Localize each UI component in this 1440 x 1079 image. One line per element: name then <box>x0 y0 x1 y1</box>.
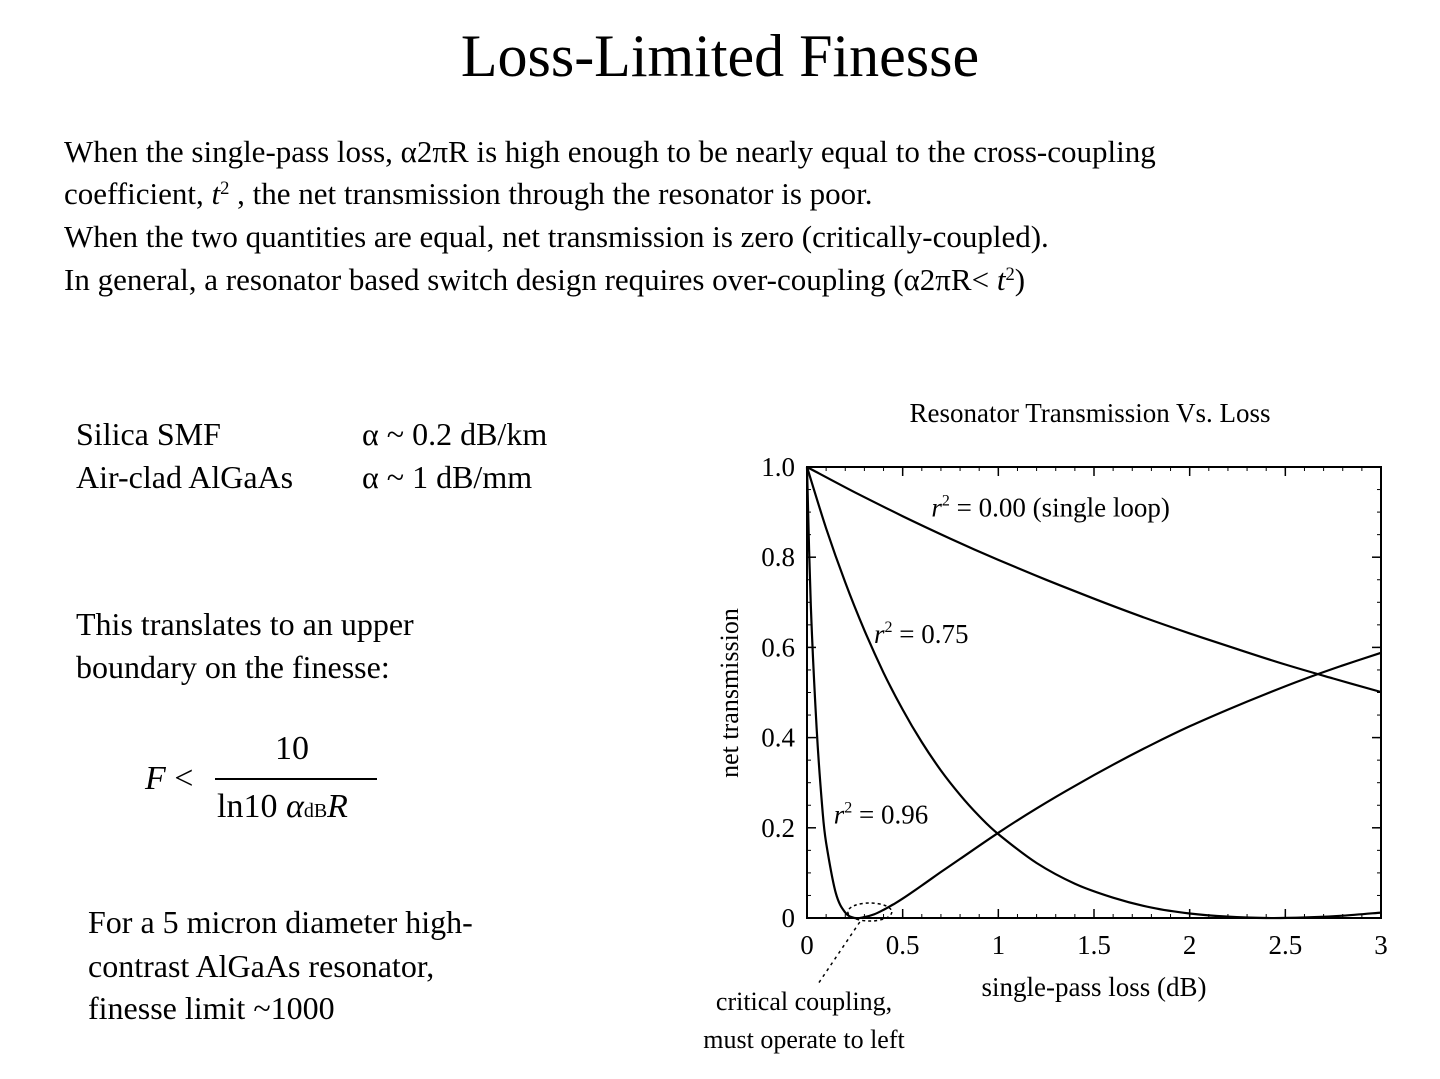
overcoupling-variable: t <box>996 262 1006 297</box>
annotation-line-2: must operate to left <box>703 1025 905 1054</box>
y-tick-label: 0.8 <box>761 542 795 573</box>
conclusion-line-3: finesse limit ~1000 <box>88 990 335 1026</box>
annotation-line-1: critical coupling, <box>715 987 893 1016</box>
conclusion-line-1: For a 5 micron diameter high- <box>88 904 473 940</box>
y-tick-label: 0.4 <box>761 722 795 753</box>
denominator-alpha: α <box>285 788 304 825</box>
x-tick-label: 1.5 <box>1077 930 1111 960</box>
series-label-var: r <box>833 799 845 830</box>
y-tick-label: 0 <box>781 903 795 933</box>
material-loss-silica: α ~ 0.2 dB/km <box>362 416 548 452</box>
denominator-ln: ln10 <box>217 788 286 825</box>
x-axis-label: single-pass loss (dB) <box>981 972 1207 1002</box>
intro-line-1: When the single-pass loss, α2πR is high enough to be nearly equal to the cross-coupling <box>64 134 1156 169</box>
intro-line-2-text-b: , the net transmission through the resonator is poor. <box>229 176 873 211</box>
series-label-text: = 0.75 <box>892 618 969 649</box>
series-label-sup: 2 <box>844 799 853 817</box>
y-axis-label: net transmission <box>715 608 744 778</box>
intro-line-2 <box>64 176 873 212</box>
intro-line-2-text-a: coefficient, <box>64 176 212 211</box>
formula-lhs <box>145 760 193 798</box>
denominator-subscript: dB <box>303 800 328 822</box>
series-label-text: = 0.00 (single loop) <box>949 492 1170 523</box>
series-label-0 <box>931 493 1169 523</box>
y-tick-label: 0.6 <box>761 632 795 663</box>
x-tick-label: 2 <box>1182 930 1197 960</box>
conclusion-line-2: contrast AlGaAs resonator, <box>88 948 435 984</box>
formula-denominator <box>217 788 348 826</box>
x-tick-label: 0.5 <box>885 930 920 960</box>
overcoupling-exponent: 2 <box>1005 263 1015 285</box>
intro-line-4-text-b: ) <box>1014 262 1026 297</box>
series-label-sup: 2 <box>941 492 950 510</box>
series-label-var: r <box>873 618 885 649</box>
series-line-1 <box>807 467 1381 918</box>
chart-title: Resonator Transmission Vs. Loss <box>909 398 1271 428</box>
series-label-1 <box>874 619 969 649</box>
fraction-bar <box>215 778 377 780</box>
x-tick-label: 3 <box>1374 930 1388 960</box>
less-than-sign: < <box>165 760 194 797</box>
series-label-var: r <box>931 492 942 523</box>
formula-numerator: 10 <box>275 730 309 767</box>
slide-title: Loss-Limited Finesse <box>460 23 980 89</box>
intro-line-4-text-a: In general, a resonator based switch design requires over-coupling (α2πR< <box>64 262 997 297</box>
x-tick-label: 0 <box>800 930 814 960</box>
material-name-algaas: Air-clad AlGaAs <box>76 459 294 495</box>
transmission-chart <box>680 390 1420 1070</box>
material-loss-algaas: α ~ 1 dB/mm <box>362 459 533 495</box>
x-tick-label: 2.5 <box>1268 930 1303 960</box>
series-label-sup: 2 <box>884 618 893 636</box>
intro-line-4 <box>64 262 1025 298</box>
y-tick-label: 1.0 <box>761 452 795 482</box>
finesse-symbol: F <box>145 760 166 797</box>
series-label-text: = 0.96 <box>852 799 929 830</box>
translates-line-1: This translates to an upper <box>76 606 414 642</box>
finesse-formula <box>145 730 405 840</box>
x-tick-label: 1 <box>991 930 1006 960</box>
intro-line-3: When the two quantities are equal, net transmission is zero (critically-coupled). <box>64 219 1049 254</box>
denominator-radius: R <box>327 788 348 825</box>
series-label-2 <box>834 799 929 829</box>
translates-line-2: boundary on the finesse: <box>76 649 390 685</box>
material-name-silica: Silica SMF <box>76 416 221 452</box>
critical-coupling-leader <box>818 922 860 984</box>
coupling-variable: t <box>211 176 221 211</box>
y-tick-label: 0.2 <box>761 812 795 843</box>
coupling-exponent: 2 <box>220 177 230 199</box>
plot-area <box>761 452 1388 984</box>
